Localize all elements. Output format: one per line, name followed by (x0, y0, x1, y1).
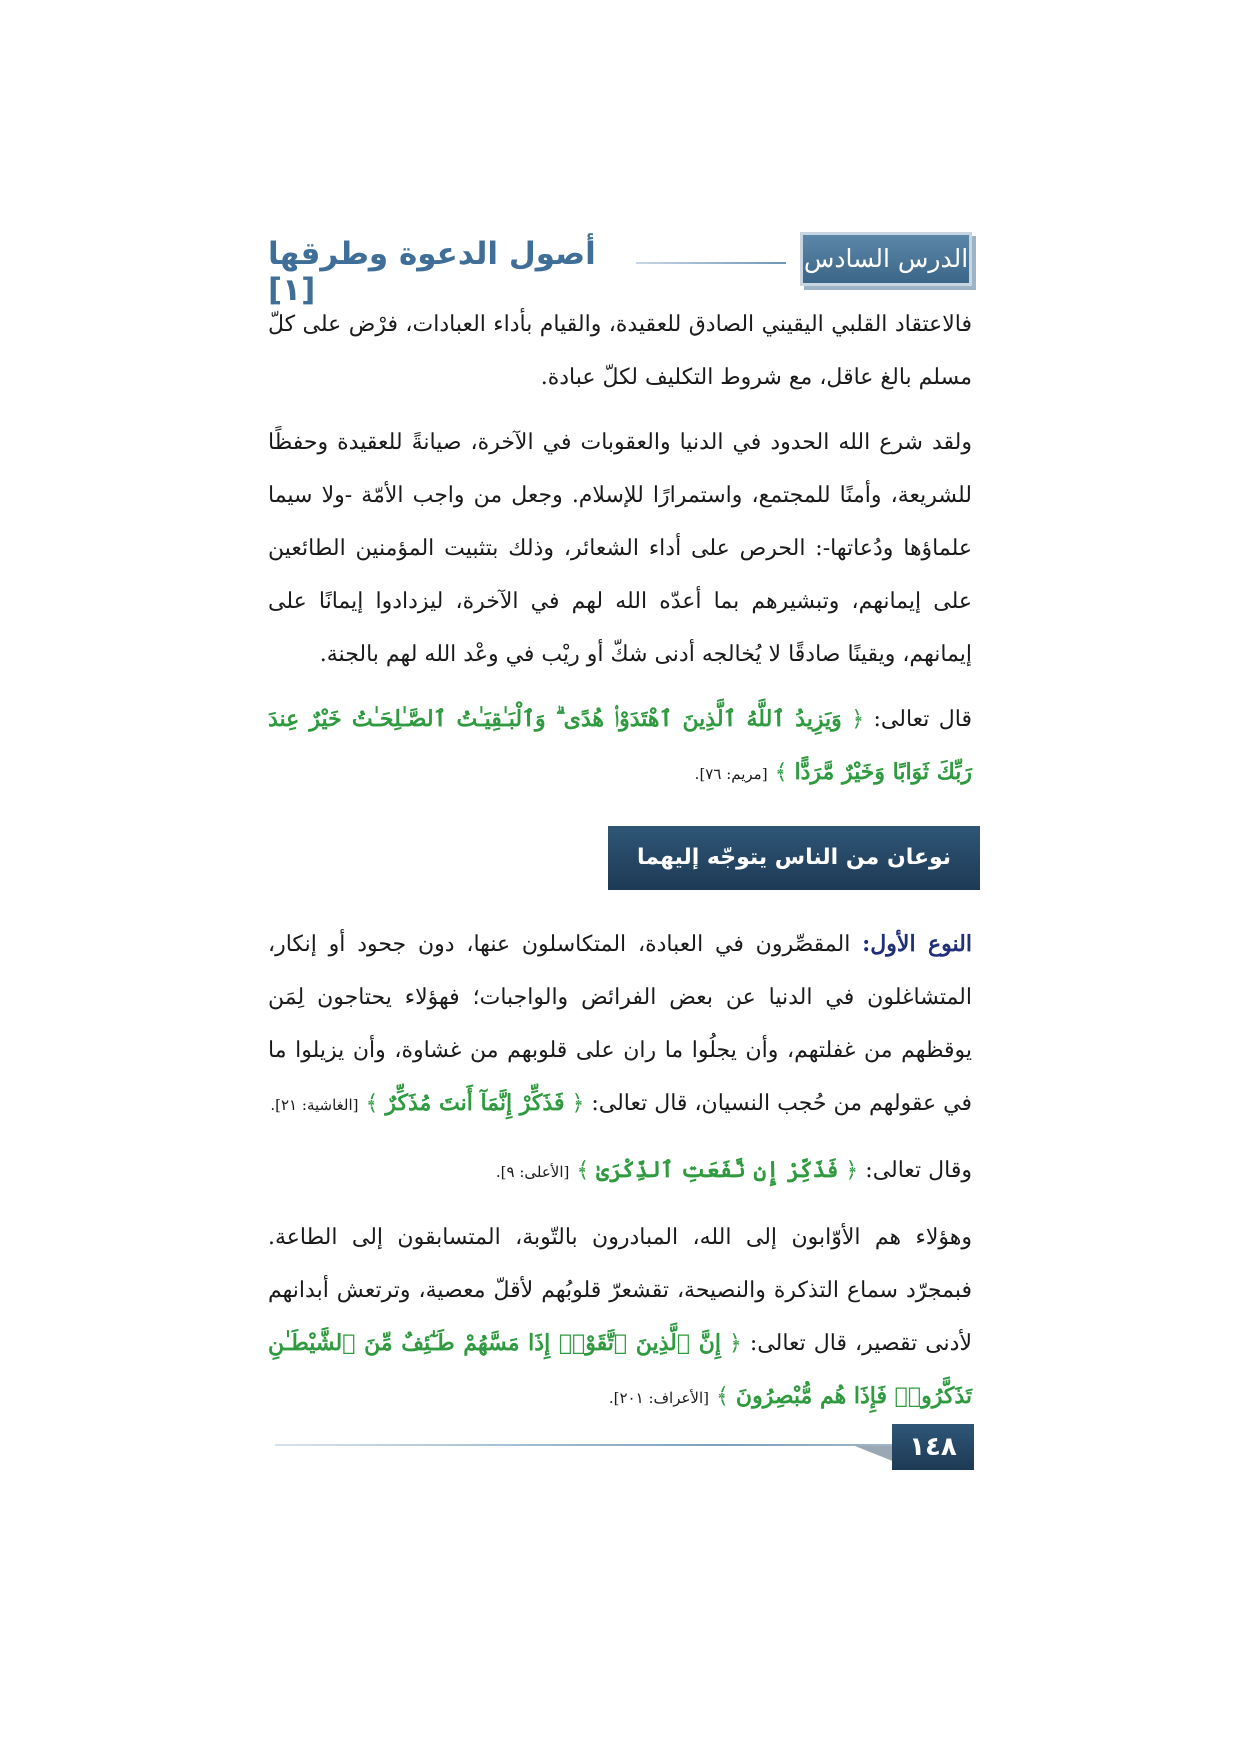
verse-open-ornament: ﴿ (729, 1331, 742, 1356)
verse-close-ornament: ﴾ (365, 1091, 379, 1116)
quran-verse-ala: فَذَكِّرْ إِن نَّفَعَتِ ٱلذِّكْرَىٰ (596, 1157, 839, 1183)
citation-intro: قال تعالى: (873, 707, 973, 732)
verse-reference: [الأعلى: ٩]. (495, 1163, 570, 1181)
verse-reference: [مريم: ٧٦]. (694, 765, 768, 783)
header-divider (636, 262, 786, 264)
quran-verse-maryam: وَيَزِيدُ ٱللَّهُ ٱلَّذِينَ ٱهْتَدَوْا۟ هُدًى ۗ وَٱلْبَـٰقِيَـٰتُ ٱلصَّـٰلِحَـٰتُ خَيْرٌ عِندَ رَبِّكَ ثَوَابًا وَخَيْرٌ مَّرَدًّا (268, 706, 972, 785)
verse-open-ornament: ﴿ (845, 1158, 859, 1183)
quran-citation-2 (268, 1144, 972, 1199)
page-header (268, 232, 972, 308)
quran-verse-ghashiya: فَذَكِّرْ إِنَّمَآ أَنتَ مُذَكِّرٌ (385, 1090, 565, 1116)
quran-citation-1 (268, 693, 972, 801)
verse-close-ornament: ﴾ (576, 1158, 590, 1183)
paragraph-2: ولقد شرع الله الحدود في الدنيا والعقوبات في الآخرة، صيانةً للعقيدة وحفظًا للشريعة، وأمنًا للمجتمع، واستمرارًا للإسلام. وجعل من واجب الأمّة -ولا سيما علماؤها ودُعاتها-: الحرص على أداء الشعائر، وذلك بتثبيت المؤمنين الطائعين على إيمانهم، وتبشيرهم بما أعدّه الله لهم في الآخرة، ليزدادوا إيمانًا على إيمانهم، ويقينًا صادقًا لا يُخالجه أدنى شكّ أو ريْب في وعْد الله لهم بالجنة. (268, 430, 972, 667)
section-heading: نوعان من الناس يتوجّه إليهما النّهي (608, 826, 980, 890)
text-block-1 (268, 298, 972, 805)
awwabun-text: وهؤلاء هم الأوّابون إلى الله، المبادرون بالتّوبة، المتسابقون إلى الطاعة. فبمجرّد سماع التذكرة والنصيحة، تقشعرّ قلوبُهم لأقلّ معصية، وترتعش أبدانهم لأدنى تقصير، قال تعالى: (268, 1225, 972, 1356)
footer-ornament (855, 1446, 895, 1462)
verse-reference: [الأعراف: ٢٠١]. (608, 1389, 710, 1407)
book-title: أصول الدعوة وطرقها [١] (268, 236, 596, 308)
page-number: ١٤٨ (892, 1424, 974, 1470)
lesson-label: الدرس السادس (800, 232, 972, 286)
text-block-2 (268, 918, 972, 1429)
paragraph-type-one (268, 918, 972, 1132)
type-one-text: المقصِّرون في العبادة، المتكاسلون عنها، دون جحود أو إنكار، المتشاغلون في الدنيا عن بعض الفرائض والواجبات؛ فهؤلاء يحتاجون لِمَن يوقظهم من غفلتهم، وأن يجلُوا ما ران على قلوبهم من غشاوة، وأن يزيلوا ما في عقولهم من حُجب النسيان، قال تعالى: (268, 932, 972, 1116)
citation-intro: وقال تعالى: (865, 1158, 972, 1183)
verse-reference: [الغاشية: ٢١]. (270, 1096, 359, 1114)
verse-open-ornament: ﴿ (851, 707, 865, 732)
verse-close-ornament: ﴾ (716, 1384, 729, 1409)
paragraph-1: فالاعتقاد القلبي اليقيني الصادق للعقيدة، والقيام بأداء العبادات، فرْض على كلّ مسلم بالغ عاقل، مع شروط التكليف لكلّ عبادة. (268, 312, 972, 390)
paragraph-awwabun (268, 1211, 972, 1425)
verse-close-ornament: ﴾ (774, 760, 788, 785)
quran-verse-araf: إِنَّ ٱلَّذِينَ ٱتَّقَوْا۟ إِذَا مَسَّهُمْ طَـٰٓئِفٌ مِّنَ ٱلشَّيْطَـٰنِ تَذَكَّرُوا۟ فَإِذَا هُم مُّبْصِرُونَ (268, 1330, 972, 1409)
type-one-label: النوع الأول: (862, 931, 972, 957)
verse-open-ornament: ﴿ (571, 1091, 585, 1116)
footer-divider (275, 1444, 915, 1446)
